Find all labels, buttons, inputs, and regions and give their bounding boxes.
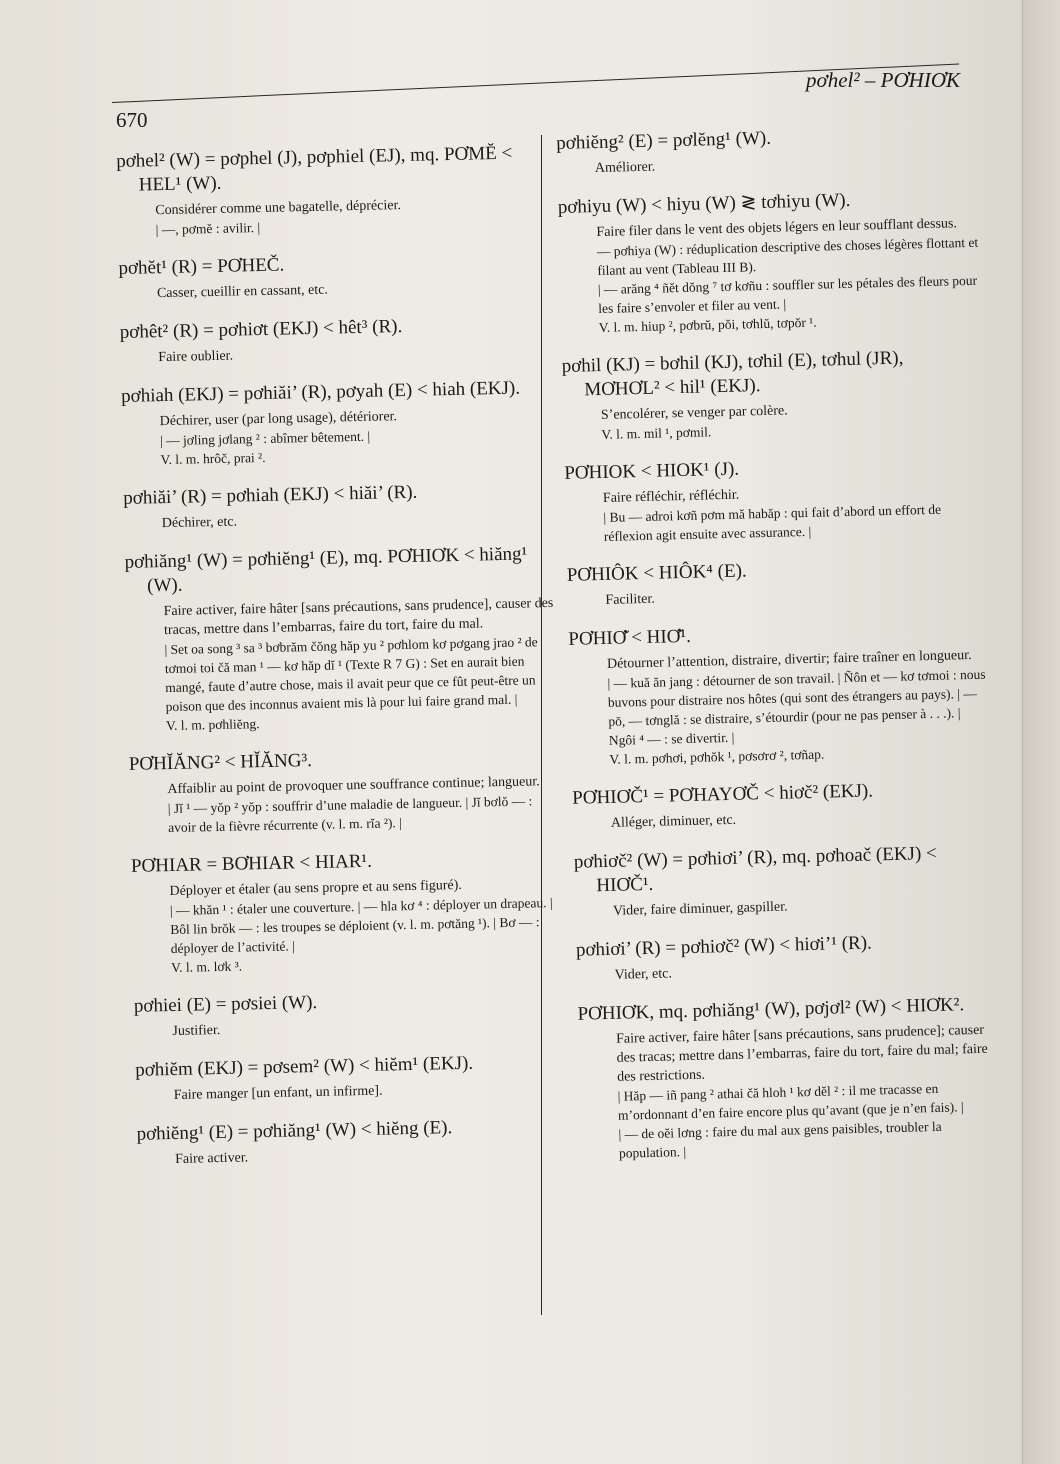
entry-example: V. l. m. pơhliĕng.	[165, 716, 260, 734]
entry-example: | Set oa song ³ sa ³ bơbrăm čŏng hăp yu ² pơhlom kơ pơgang jrao ² de tơmoi toi čă man ¹ — kơ hăp dĭ ¹ (Texte R 7 G) : Set en aurait bien mangé, faute d’autre chose, mais il avait peur que ce fût peut-être un poison que des inconnus avaient mis là pour lui faire grand mal. |	[164, 634, 538, 715]
entry-example: | — arăng ⁴ ñĕt dŏng ⁷ tơ kơñu : souffler sur les pétales des fleurs pour les faire s’envoler et filer au vent. |	[597, 272, 978, 317]
entry-definition: Faciliter.	[605, 591, 656, 608]
entry-definition: Déchirer, user (par long usage), détériorer.	[159, 409, 398, 430]
entry-example: — pơhiya (W) : réduplication descriptive des choses légères flottant et filant au vent (Tableau III B).	[596, 234, 979, 279]
entry-example: | Jĭ ¹ — yŏp ² yŏp : souffrir d’une maladie de langueur. | Jĭ bơlŏ — : avoir de la fièvre récurrente (v. l. m. rĭa ²). |	[167, 793, 533, 836]
dictionary-entry	[120, 312, 551, 368]
entry-example: | Bu — adroi kơñ pơm mă habăp : qui fait d’abord un effort de réflexion agit ensuite avec assurance. |	[603, 501, 942, 544]
entry-example: | — de oĕi lơng : faire du mal aux gens paisibles, troubler la population. |	[618, 1118, 942, 1161]
entry-definition: Faire oublier.	[158, 348, 234, 366]
entry-example: | — jơling jơlang ² : abîmer bêtement. |	[159, 428, 371, 449]
entry-definition: Faire manger [un enfant, un infirme].	[173, 1083, 383, 1103]
dictionary-entry	[567, 554, 988, 611]
entry-headword: pơhiơč² (W) = pơhiơi’ (R), mq. pơhoač (EKJ) < HIƠČ¹.	[573, 842, 937, 897]
entry-definition: Faire activer.	[174, 1150, 249, 1167]
entry-definition: Déchirer, etc.	[161, 514, 238, 532]
page-number: 670	[116, 108, 148, 132]
dictionary-entry	[561, 345, 983, 445]
entry-headword: PƠHIƠ̆ < HIƠ̆¹.	[568, 625, 692, 650]
dictionary-entry	[131, 846, 563, 978]
entry-example: V. l. m. pơhơi, pơhŏk ¹, pơsơrơ ², tơñap.	[609, 746, 825, 767]
entry-headword: PƠHIOK < HIOK¹ (J).	[564, 458, 740, 484]
entry-definition: Faire activer, faire hâter [sans précautions, sans prudence], causer des tracas, mettre dans l’embarras, faire du tort, faire du mal.	[163, 595, 554, 639]
entry-headword: PƠHIƠČ¹ = PƠHAYƠČ < hiơč² (EKJ).	[572, 780, 874, 809]
entry-example: V. l. m. mil ¹, pơmil.	[601, 424, 712, 442]
entry-example: | — khăn ¹ : étaler une couverture. | — hla kơ ⁴ : déployer un drapeau. | Bôl lin brŏk — : les troupes se déploient (v. l. m. pơtăng ¹). | Bơ — : déployer de l’activité. |	[169, 895, 553, 957]
dictionary-entry	[124, 542, 558, 736]
entry-definition: S’encolérer, se venger par colère.	[600, 403, 788, 423]
right-column	[556, 122, 1002, 1181]
dictionary-entry	[577, 992, 1001, 1163]
entry-headword: pơhiăi’ (R) = pơhiah (EKJ) < hiăi’ (R).	[123, 481, 418, 509]
entry-example: V. l. m. hiup ², pơbrŭ, pŏi, tơhlŭ, tơpŏr ¹.	[598, 314, 817, 336]
entry-definition: Déployer et étaler (au sens propre et au sens figuré).	[169, 877, 462, 900]
entry-headword: pơhil (KJ) = bơhil (KJ), tơhil (E), tơhul (JR), MƠHƠL² < hil¹ (EKJ).	[561, 347, 904, 401]
entry-example: | Hăp — iñ pang ² athai čă hloh ¹ kơ dĕl ² : il me tracasse en m’ordonnant d’en faire encore plus qu’avant (que je n’en fais). |	[617, 1080, 964, 1123]
entry-example: | — kuă ăn jang : détourner de son travail. | Ñôn et — kơ tơmoi : nous buvons pour distraire nos hôtes (qui sont des étrangers au pays). | — pō, — tơnglă : se distraire, s’étourdir (pour ne pas penser à . . .). | Ngôi ⁴ — : se divertir. |	[607, 666, 986, 748]
dictionary-entry	[572, 777, 993, 834]
entry-headword: pơhêt² (R) = pơhiơt (EKJ) < hêt³ (R).	[119, 316, 403, 343]
entry-headword: pơhiĕng¹ (E) = pơhiăng¹ (W) < hiĕng (E).	[136, 1117, 453, 1145]
entry-definition: Améliorer.	[594, 159, 656, 177]
entry-definition: Détourner l’attention, distraire, divertir; faire traîner en longueur.	[606, 648, 972, 672]
entry-definition: Considérer comme une bagatelle, déprécier.	[155, 198, 402, 219]
dictionary-entry	[556, 122, 977, 179]
entry-headword: pơhiah (EKJ) = pơhiăi’ (R), pơyah (E) < hiah (EKJ).	[120, 377, 521, 407]
entry-example: | —, pơmĕ : avilir. |	[155, 220, 261, 238]
dictionary-entry	[129, 744, 561, 838]
entry-definition: Casser, cueillir en cassant, etc.	[156, 282, 329, 302]
entry-definition: Faire filer dans le vent des objets légers en leur soufflant dessus.	[596, 216, 958, 241]
entry-headword: PƠHIÔK < HIÔK⁴ (E).	[566, 560, 747, 586]
dictionary-entry	[568, 618, 991, 770]
running-head: pơhel² – PƠHIƠK	[806, 68, 960, 92]
dictionary-entry	[576, 928, 997, 985]
entry-definition: Alléger, diminuer, etc.	[610, 812, 737, 831]
left-column	[116, 141, 568, 1187]
dictionary-entry	[118, 248, 549, 304]
entry-definition: Vider, etc.	[614, 966, 673, 983]
dictionary-entry	[574, 841, 996, 922]
entry-headword: pơhĕt¹ (R) = PƠHEČ.	[118, 254, 285, 279]
dictionary-entry	[558, 186, 981, 338]
dictionary-entry	[564, 452, 986, 547]
entry-headword: pơhiơi’ (R) = pơhiơč² (W) < hiơi’¹ (R).	[575, 932, 873, 961]
entry-definition: Faire réfléchir, réfléchir.	[602, 487, 740, 506]
dictionary-entry	[135, 1050, 566, 1106]
entry-headword: pơhiĕng² (E) = pơlĕng¹ (W).	[556, 127, 772, 154]
entry-example: V. l. m. hrôč, prai ².	[160, 449, 266, 468]
entry-definition: Faire activer, faire hâter [sans précautions, sans prudence]; causer des tracas; mettre dans l’embarras, faire du tort, faire du mal; faire des restrictions.	[616, 1022, 988, 1085]
entry-definition: Vider, faire diminuer, gaspiller.	[612, 899, 788, 919]
entry-definition: Justifier.	[172, 1023, 221, 1040]
entry-headword: pơhiăng¹ (W) = pơhiĕng¹ (E), mq. PƠHIƠK < hiăng¹ (W).	[124, 543, 528, 597]
entry-headword: PƠHĬĂNG² < HĬĂNG³.	[128, 750, 313, 775]
dictionary-entry	[136, 1114, 567, 1170]
dictionary-entry	[123, 478, 554, 534]
entry-headword: PƠHIAR = BƠHIAR < HIAR¹.	[130, 850, 373, 877]
adjacent-page-edge	[1022, 0, 1060, 1464]
entry-headword: pơhiĕm (EKJ) = pơsem² (W) < hiĕm¹ (EKJ).	[135, 1052, 474, 1081]
entry-example: V. l. m. lơk ³.	[170, 958, 243, 976]
entry-headword: PƠHIƠK, mq. pơhiăng¹ (W), pơjơl² (W) < HIƠK².	[577, 994, 965, 1025]
entry-headword: pơhiyu (W) < hiyu (W) ≷ tơhiyu (W).	[557, 189, 851, 218]
dictionary-entry	[121, 376, 553, 470]
dictionary-entry	[134, 986, 565, 1042]
entry-headword: pơhiei (E) = pơsiei (W).	[133, 991, 318, 1017]
dictionary-entry	[116, 141, 548, 240]
entry-headword: pơhel² (W) = pơphel (J), pơphiel (EJ), mq. PƠMĔ < HEL¹ (W).	[116, 142, 513, 196]
entry-definition: Affaiblir au point de provoquer une souffrance continue; langueur.	[167, 774, 540, 798]
